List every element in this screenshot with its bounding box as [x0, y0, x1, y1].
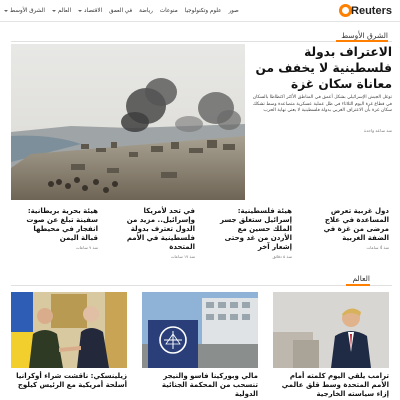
hero-headline[interactable]: الاعتراف بدولة فلسطينية لا يخفف من معاناة سكان غزة — [255, 45, 392, 91]
main-nav — [4, 5, 274, 17]
list-item[interactable] — [117, 207, 195, 259]
story-timestamp: منذ ٥ دقائق — [272, 254, 292, 259]
chevron-down-icon — [78, 10, 82, 12]
story-timestamp: منذ ١٧ ساعات — [170, 254, 195, 259]
nav-item-variety[interactable]: منوعات — [159, 8, 178, 14]
story-timestamp: منذ ٧ ساعات — [75, 245, 98, 250]
trump-photo-icon — [273, 292, 389, 368]
story-headline[interactable]: دول غربية تعرض المساعدة في علاج مرضى من غزة في الضفة الغربية — [323, 207, 389, 242]
section-title-world[interactable]: العالم — [352, 274, 370, 283]
section-accent-bar — [336, 40, 388, 42]
nav-item-world[interactable]: العالم — [52, 5, 71, 17]
reuters-logo-text: Reuters — [351, 5, 392, 17]
card-headline[interactable]: ترامب يلقي اليوم كلمته أمام الأمم المتحدة وسط قلق عالمي إزاء سياسته الخارجية — [281, 372, 389, 398]
reuters-logo[interactable] — [338, 4, 392, 18]
hero-timestamp: منذ ساعة واحدة — [363, 128, 392, 133]
card-headline[interactable]: مالي وبوركينا فاسو والنيجر تنسحب من المحكمة الجنائية الدولية — [161, 372, 258, 398]
list-item[interactable] — [311, 207, 389, 250]
section-divider — [11, 41, 392, 42]
top-navigation-bar — [0, 0, 400, 22]
nav-item-in-depth[interactable]: في العمق — [109, 8, 133, 14]
story-headline[interactable]: هيئة فلسطينية: إسرائيل ستغلق جسر الملك حسين مع الأردن من غد وحتى إشعار آخر — [219, 207, 292, 251]
chevron-down-icon — [52, 10, 56, 12]
list-item[interactable] — [214, 207, 292, 259]
zelensky-handshake-photo-icon — [11, 292, 127, 368]
story-headline[interactable]: في تحد لأمريكا وإسرائيل.. مزيد من الدول تعترف بدولة فلسطينية في الأمم المتحدة — [126, 207, 195, 251]
section-title-middle-east[interactable]: الشرق الأوسط — [341, 31, 388, 40]
story-timestamp: منذ 4 ساعات — [366, 245, 389, 250]
icc-logo-photo-icon — [142, 292, 258, 368]
story-headline[interactable]: هيئة بحرية بريطانية: سفينة تبلغ عن صوت انفجار في محيطها قبالة اليمن — [26, 207, 98, 242]
chevron-down-icon — [4, 10, 8, 12]
section-accent-bar — [346, 284, 370, 286]
hero-summary: توغل الجيش الإسرائيلي بشكل أعمق في المناطق الأكثر اكتظاظا بالسكان في قطاع غزة اليوم الثلاثاء في ظل عملية عسكرية متصاعدة وسط تشكك سكان غزة بأن الاعتراف الغربي بدولة فلسطينية لا يعني نهاية الحرب — [252, 95, 392, 114]
section-divider — [11, 285, 392, 286]
card-image[interactable] — [142, 292, 258, 368]
nav-item-science-tech[interactable]: علوم وتكنولوجيا — [184, 8, 222, 14]
gaza-smoke-photo-icon — [11, 44, 245, 200]
nav-item-middle-east[interactable]: الشرق الأوسط — [4, 5, 45, 17]
nav-item-sports[interactable]: رياضة — [139, 8, 153, 14]
news-card[interactable] — [273, 292, 389, 399]
hero-image[interactable] — [11, 44, 245, 200]
news-card[interactable] — [11, 292, 127, 390]
card-headline[interactable]: زيلينسكي: ناقشت شراء أوكرانيا أسلحة أمريكية مع الرئيس كيلوج — [16, 372, 127, 389]
list-item[interactable] — [20, 207, 98, 250]
card-image[interactable] — [11, 292, 127, 368]
news-card[interactable] — [142, 292, 258, 399]
nav-item-photos[interactable]: صور — [228, 8, 239, 14]
nav-item-economy[interactable]: الاقتصاد — [78, 5, 102, 17]
card-image[interactable] — [273, 292, 389, 368]
